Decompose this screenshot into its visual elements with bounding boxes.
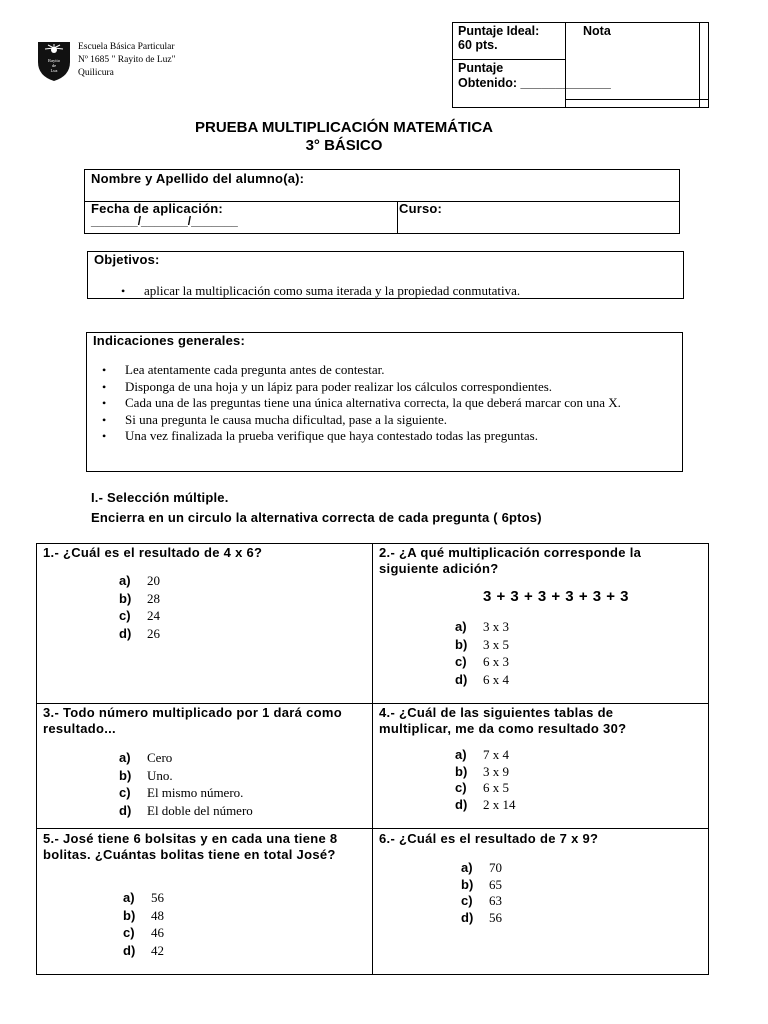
ideal-score-label: Puntaje Ideal: 60 pts. [458,24,540,52]
option-b[interactable]: b) 28 [119,590,160,606]
grade-label: Nota [583,24,611,38]
question-2 [373,544,708,703]
date-blank: _______/_______/_______ [91,214,238,228]
application-date-field[interactable]: Fecha de aplicación: [91,201,223,216]
question-text: 4.- ¿Cuál de las siguientes tablas de multiplicar, me da como resultado 30? [379,705,627,736]
question-4 [373,704,708,828]
options-list [119,573,160,643]
option-c[interactable]: c) 6 x 3 [455,654,509,669]
course-field[interactable]: Curso: [399,201,443,216]
instructions-box [86,332,683,472]
objectives-box [87,251,684,299]
addition-expression: 3 + 3 + 3 + 3 + 3 + 3 [483,588,630,605]
question-3 [37,704,372,828]
option-d[interactable]: d) 26 [119,625,160,641]
instruction-item: • Lea atentamente cada pregunta antes de contestar. [91,362,667,379]
option-c[interactable]: c) 24 [119,608,160,623]
ideal-score-value: 60 pts. [458,38,498,52]
instruction-item: • Disponga de una hoja y un lápiz para poder realizar los cálculos correspondientes. [91,379,667,396]
question-6 [373,829,708,974]
student-info-table [84,169,680,234]
question-text: 2.- ¿A qué multiplicación corresponde la siguiente adición? [379,545,642,576]
svg-text:de: de [51,63,57,68]
option-d[interactable]: d) 56 [461,909,502,925]
school-name [78,41,176,80]
question-text: 3.- Todo número multiplicado por 1 dará como resultado... [43,705,342,736]
question-text: 1.- ¿Cuál es el resultado de 4 x 6? [43,545,263,560]
option-d[interactable]: d) 6 x 4 [455,671,509,687]
option-c[interactable]: c) 63 [461,893,502,908]
questions-grid [36,543,709,975]
option-b[interactable]: b) 65 [461,876,502,892]
option-a[interactable]: a) 70 [461,860,502,875]
option-c[interactable]: c) 46 [123,925,164,940]
option-a[interactable]: a) 56 [123,890,164,905]
question-1 [37,544,372,703]
section-title: I.- Selección múltiple. [91,490,229,505]
objectives-list [110,283,670,300]
svg-text:Luz: Luz [50,68,58,73]
option-a[interactable]: a) 20 [119,573,160,588]
school-line: Nº 1685 " Rayito de Luz" [78,55,176,65]
instruction-item: • Cada una de las preguntas tiene una única alternativa correcta, la que deberá marcar con una X. [91,395,667,412]
option-b[interactable]: b) 48 [123,907,164,923]
test-grade: 3° BÁSICO [305,137,383,154]
objective-item: • aplicar la multiplicación como suma iterada y la propiedad conmutativa. [110,283,670,300]
option-c[interactable]: c) 6 x 5 [455,780,509,795]
option-a[interactable]: a) Cero [119,750,173,765]
score-table [452,22,709,108]
option-d[interactable]: d) 42 [123,942,164,958]
svg-text:Rayito: Rayito [48,58,60,63]
option-a[interactable]: a) 7 x 4 [455,747,509,762]
school-line: Escuela Básica Particular [78,42,175,52]
option-b[interactable]: b) 3 x 9 [455,763,509,779]
instructions-list [91,362,667,445]
section-instruction: Encierra en un circulo la alternativa correcta de cada pregunta ( 6ptos) [91,510,542,525]
instruction-item: • Si una pregunta le causa mucha dificultad, pase a la siguiente. [91,412,667,429]
question-text: 6.- ¿Cuál es el resultado de 7 x 9? [379,831,599,846]
option-d[interactable]: d) 2 x 14 [455,796,516,812]
option-b[interactable]: b) Uno. [119,767,173,783]
options-list [119,750,253,820]
student-name-field[interactable]: Nombre y Apellido del alumno(a): [91,171,305,186]
option-a[interactable]: a) 3 x 3 [455,619,509,634]
school-line: Quilicura [78,68,114,78]
school-logo [36,40,72,82]
objectives-label: Objetivos: [94,252,160,267]
option-d[interactable]: d) El doble del número [119,802,253,818]
obtained-score-label: Puntaje Obtenido: _____________ [458,61,611,90]
option-c[interactable]: c) El mismo número. [119,785,244,800]
options-list [461,860,502,926]
question-text: 5.- José tiene 6 bolsitas y en cada una tiene 8 bolitas. ¿Cuántas bolitas tiene en total José? [43,831,338,862]
instructions-label: Indicaciones generales: [93,333,245,348]
options-list [455,619,509,689]
option-b[interactable]: b) 3 x 5 [455,636,509,652]
options-list [123,890,164,960]
instruction-item: • Una vez finalizada la prueba verifique que haya contestado todas las preguntas. [91,428,667,445]
options-list [455,747,516,813]
question-5 [37,829,372,974]
test-title: PRUEBA MULTIPLICACIÓN MATEMÁTICA [194,119,494,136]
